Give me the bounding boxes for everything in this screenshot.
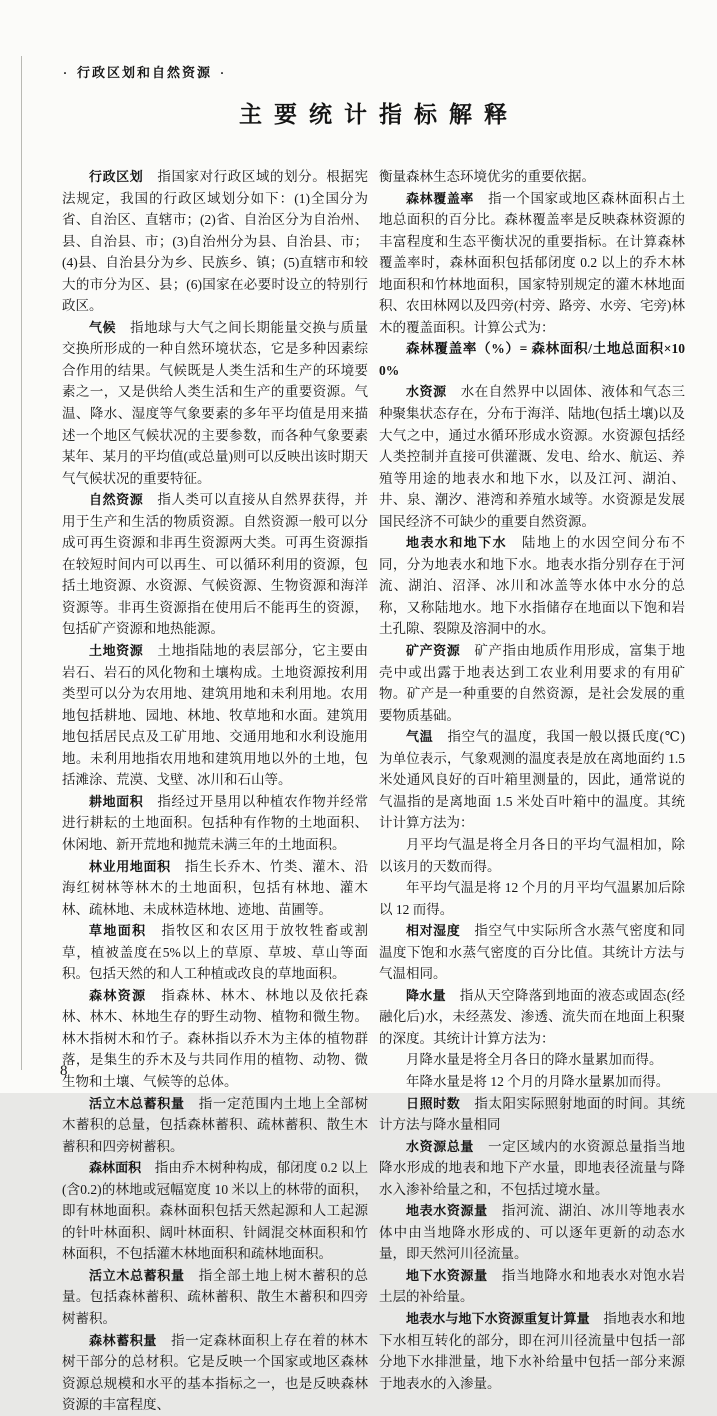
right-column xyxy=(379,166,685,1416)
term-label: 降水量 xyxy=(406,987,446,1003)
paragraph: 活立木总蓄积量 指一定范围内土地上全部树木蓄积的总量，包括森林蓄积、疏林蓄积、散生木蓄积和四旁树蓄积。 xyxy=(62,1095,368,1154)
paragraph: 矿产资源 矿产指由地质作用形成，富集于地壳中或出露于地表达到工农业利用要求的有用矿物。矿产是一种重要的自然资源，是社会发展的重要物质基础。 xyxy=(379,643,685,723)
paragraph: 水资源 水在自然界中以固体、液体和气态三种聚集状态存在，分布于海洋、陆地(包括土壤)以及大气之中，通过水循环形成水资源。水资源包括经人类控制并直接可供灌溉、发电、给水、航运、养殖等用途的地表水和地下水，以及江河、湖泊、井、泉、潮汐、港湾和养殖水域等。水资源是发展国民经济不可缺少的重要自然资源。 xyxy=(379,384,685,529)
term-label: 森林覆盖率 xyxy=(406,190,475,206)
term-label: 地表水资源量 xyxy=(406,1203,488,1219)
left-column xyxy=(62,166,368,1416)
paragraph: 森林覆盖率（%）= 森林面积/土地总面积×100% xyxy=(379,341,685,378)
paragraph: 衡量森林生态环境优劣的重要依据。 xyxy=(379,169,595,184)
bullet-icon: · xyxy=(63,66,70,80)
term-label: 森林蓄积量 xyxy=(89,1332,158,1348)
paragraph: 森林蓄积量 指一定森林面积上存在着的林木树干部分的总材积。它是反映一个国家或地区森林资源总规模和水平的基本指标之一，也是反映森林资源的丰富程度、 xyxy=(62,1332,368,1413)
paragraph: 自然资源 指人类可以直接从自然界获得，并用于生产和生活的物质资源。自然资源一般可以分成可再生资源和非再生资源两大类。可再生资源指在较短时间内可以再生、可以循环利用的资源，包括土地资源、水资源、气候资源、生物资源和海洋资源等。非再生资源指在使用后不能再生的资源，包括矿产资源和地热能源。 xyxy=(62,492,368,637)
bullet-icon: · xyxy=(220,66,227,80)
paragraph: 耕地面积 指经过开垦用以种植农作物并经常进行耕耘的土地面积。包括种有作物的土地面积、休闲地、新开荒地和抛荒未满三年的土地面积。 xyxy=(62,793,368,852)
term-label: 气候 xyxy=(89,319,117,335)
term-label: 草地面积 xyxy=(89,923,147,939)
term-label: 行政区划 xyxy=(89,169,144,184)
term-label: 日照时数 xyxy=(406,1095,461,1111)
term-label: 耕地面积 xyxy=(89,793,144,809)
paragraph: 草地面积 指牧区和农区用于放牧牲畜或割草，植被盖度在5%以上的草原、草坡、草山等面积。包括天然的和人工种植或改良的草地面积。 xyxy=(62,923,368,982)
term-label: 自然资源 xyxy=(89,492,144,508)
paragraph: 月平均气温是将全月各日的平均气温相加，除以该月的天数而得。 xyxy=(379,836,685,874)
two-column-text xyxy=(62,166,686,1416)
paragraph: 林业用地面积 指生长乔木、竹类、灌木、沿海红树林等林木的土地面积，包括有林地、灌木林、疏林地、未成林造林地、迹地、苗圃等。 xyxy=(62,858,368,917)
paragraph: 地表水资源量 指河流、湖泊、冰川等地表水体中由当地降水形成的、可以逐年更新的动态水量，即天然河川径流量。 xyxy=(379,1203,685,1262)
paragraph: 地表水和地下水 陆地上的水因空间分布不同，分为地表水和地下水。地表水指分别存在于河流、湖泊、沼泽、冰川和冰盖等水体中水分的总称，又称陆地水。地下水指储存在地面以下饱和岩土孔隙、裂隙及溶洞中的水。 xyxy=(379,535,685,637)
running-head-text: 行政区划和自然资源 xyxy=(77,65,213,80)
term-label: 水资源 xyxy=(406,384,447,400)
term-label: 活立木总蓄积量 xyxy=(89,1095,185,1111)
term-label: 林业用地面积 xyxy=(89,858,171,874)
paragraph: 森林覆盖率 指一个国家或地区森林面积占土地总面积的百分比。森林覆盖率是反映森林资源的丰富程度和生态平衡状况的重要指标。在计算森林覆盖率时，森林面积包括郁闭度 0.2 以上的乔木林地面积和竹林地面积，国家特别规定的灌木林地面积、农田林网以及四旁(村旁、路旁、水旁、宅旁)林木的覆盖面积。计算公式为： xyxy=(379,190,685,335)
paragraph: 气候 指地球与大气之间长期能量交换与质量交换所形成的一种自然环境状态，它是多种因素综合作用的结果。气候既是人类生活和生产的环境要素之一，又是供给人类生活和生产的重要资源。气温、降水、湿度等气象要素的多年平均值是用来描述一个地区气候状况的主要参数，而各种气象要素某年、某月的平均值(或总量)则可以反映出该时期天气气候状况的重要特征。 xyxy=(62,319,368,486)
paragraph: 活立木总蓄积量 指全部土地上树木蓄积的总量。包括森林蓄积、疏林蓄积、散生木蓄积和四旁树蓄积。 xyxy=(62,1267,368,1326)
term-label: 森林面积 xyxy=(89,1160,142,1176)
term-label: 矿产资源 xyxy=(406,643,461,659)
term-label: 地下水资源量 xyxy=(406,1267,488,1283)
paragraph: 年平均气温是将 12 个月的月平均气温累加后除以 12 而得。 xyxy=(379,880,685,917)
paragraph: 相对湿度 指空气中实际所含水蒸气密度和同温度下饱和水蒸气密度的百分比值。其统计方法与气温相同。 xyxy=(379,923,685,982)
paragraph: 地下水资源量 指当地降水和地表水对饱水岩土层的补给量。 xyxy=(379,1267,685,1305)
paragraph: 土地资源 土地指陆地的表层部分，它主要由岩石、岩石的风化物和土壤构成。土地资源按利用类型可以分为农用地、建筑用地和未利用地。农用地包括耕地、园地、林地、牧草地和水面。建筑用地包括居民点及工矿用地、交通用地和水利设施用地。未利用地指农用地和建筑用地以外的土地，包括滩涂、荒漠、戈壁、冰川和石山等。 xyxy=(62,643,368,788)
paragraph: 月降水量是将全月各日的降水量累加而得。 xyxy=(406,1052,663,1068)
paragraph: 气温 指空气的温度，我国一般以摄氏度(℃)为单位表示，气象观测的温度表是放在离地面约 1.5 米处通风良好的百叶箱里测量的，因此，通常说的气温指的是离地面 1.5 米处百叶箱中的温度。其统计计算方法为： xyxy=(379,729,685,831)
term-label: 活立木总蓄积量 xyxy=(89,1267,185,1283)
left-edge-scan-line xyxy=(21,56,22,1070)
running-head xyxy=(55,62,234,81)
term-label: 地表水和地下水 xyxy=(406,535,508,551)
paragraph: 水资源总量 一定区域内的水资源总量指当地降水形成的地表和地下产水量，即地表径流量与降水入渗补给量之和，不包括过境水量。 xyxy=(379,1138,685,1197)
term-label: 气温 xyxy=(406,729,434,745)
paragraph: 日照时数 指太阳实际照射地面的时间。其统计方法与降水量相同 xyxy=(379,1095,685,1133)
page-number: 8 xyxy=(60,1063,68,1079)
paragraph: 森林面积 指由乔木树种构成，郁闭度 0.2 以上(含0.2)的林地或冠幅宽度 10 米以上的林带的面积，即有林地面积。森林面积包括天然起源和人工起源的针叶林面积、阔叶林面积、针阔混交林面积和竹林面积，不包括灌木林地面积和疏林地面积。 xyxy=(62,1160,368,1262)
term-label: 土地资源 xyxy=(89,643,144,659)
term-label: 森林资源 xyxy=(89,987,147,1003)
term-label: 相对湿度 xyxy=(406,923,461,939)
paragraph: 地表水与地下水资源重复计算量 指地表水和地下水相互转化的部分，即在河川径流量中包括一部分地下水排泄量，地下水补给量中包括一部分来源于地表水的入渗量。 xyxy=(379,1310,685,1391)
paragraph: 降水量 指从天空降落到地面的液态或固态(经融化后)水，未经蒸发、渗透、流失而在地面上积聚的深度。其统计计算方法为： xyxy=(379,987,685,1046)
term-label: 水资源总量 xyxy=(406,1138,475,1154)
page-title: 主要统计指标解释 xyxy=(239,102,519,127)
paragraph: 森林资源 指森林、林木、林地以及依托森林、林木、林地生存的野生动物、植物和微生物。林木指树木和竹子。森林指以乔木为主体的植物群落，是集生的乔木及与共同作用的植物、动物、微生物和土壤、气候等的总体。 xyxy=(62,987,368,1089)
term-label: 地表水与地下水资源重复计算量 xyxy=(406,1310,590,1326)
paragraph: 行政区划 指国家对行政区域的划分。根据宪法规定，我国的行政区域划分如下：(1)全国分为省、自治区、直辖市；(2)省、自治区分为自治州、县、自治县、市；(3)自治州分为县、自治县、市；(4)县、自治县分为乡、民族乡、镇；(5)直辖市和较大的市分为区、县；(6)国家在必要时设立的特别行政区。 xyxy=(62,169,368,314)
paragraph: 年降水量是将 12 个月的月降水量累加而得。 xyxy=(406,1073,670,1089)
